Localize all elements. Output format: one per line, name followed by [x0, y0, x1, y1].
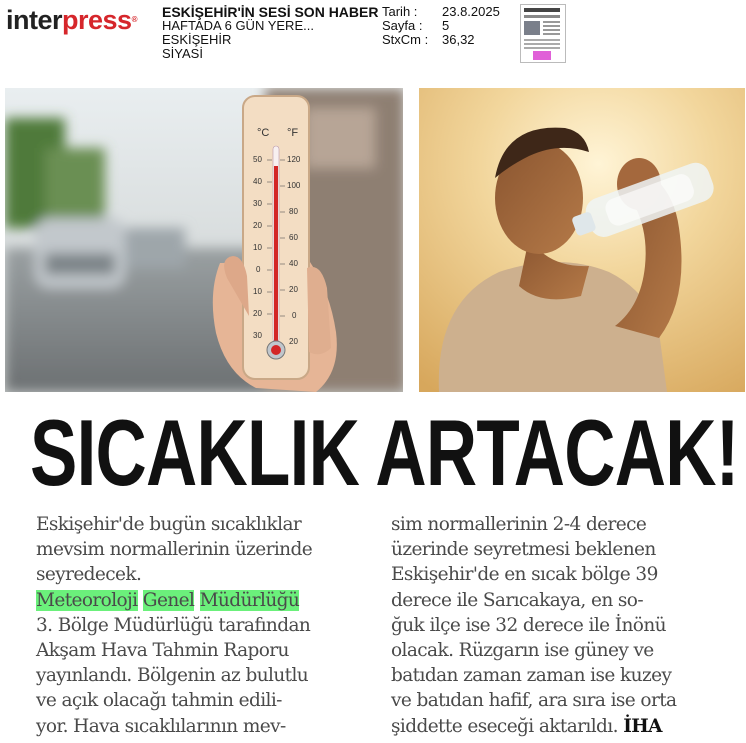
source-tag: İHA [623, 715, 662, 737]
page-thumbnail[interactable] [520, 4, 566, 63]
body-line: yayınlandı. Bölgenin az bulutlu [36, 665, 309, 687]
tick-f: 0 [292, 311, 297, 320]
body-line-last: şiddette eseceği aktarıldı. İHA [391, 715, 662, 737]
tick-f: 80 [289, 207, 298, 216]
body-line: ve açık olacağı tahmin edili- [36, 690, 282, 712]
publication-city: ESKİŞEHİR [162, 32, 232, 47]
tick-f: 60 [289, 233, 298, 242]
stxcm-value: 36,32 [442, 32, 475, 47]
publication-name: ESKİŞEHİR'İN SESİ SON HABER [162, 4, 379, 20]
interpress-logo: interpress® [6, 5, 137, 35]
tick-c: 0 [256, 265, 261, 274]
date-value: 23.8.2025 [442, 4, 500, 19]
page-value: 5 [442, 18, 450, 33]
tick-c: 20 [253, 221, 262, 230]
body-line: seyredecek. [36, 564, 142, 586]
body-line: Akşam Hava Tahmin Raporu [36, 640, 289, 662]
body-line: derece ile Sarıcakaya, en so- [391, 589, 643, 611]
tick-c: 40 [253, 177, 262, 186]
scale-f-label: °F [287, 127, 299, 139]
highlighted-word: Meteoroloji [36, 589, 138, 611]
thermometer-photo [5, 88, 403, 392]
body-line: üzerinde seyretmesi beklenen [391, 539, 656, 561]
highlighted-word: Müdürlüğü [199, 589, 300, 611]
tick-c: 20 [253, 309, 262, 318]
article-headline: SICAKLIK ARTACAK! [30, 400, 739, 505]
tick-f: 20 [289, 337, 298, 346]
tick-f: 20 [289, 285, 298, 294]
publication-info [162, 5, 382, 61]
publication-category: SİYASİ [162, 46, 203, 61]
tick-f: 100 [287, 181, 301, 190]
body-line: mevsim normallerinin üzerinde [36, 539, 313, 561]
highlighted-line [36, 588, 312, 613]
tick-c: 50 [253, 155, 262, 164]
body-line: Eskişehir'de en sıcak bölge 39 [391, 564, 658, 586]
body-line: ve batıdan hafif, ara sıra ise orta [391, 690, 677, 712]
article-column-2 [391, 512, 676, 739]
body-line: batıdan zaman zaman ise kuzey [391, 665, 672, 687]
tick-f: 120 [287, 155, 301, 164]
tick-c: 30 [253, 331, 262, 340]
tick-f: 40 [289, 259, 298, 268]
meta-keys [382, 5, 428, 47]
body-line: olacak. Rüzgarın ise güney ve [391, 640, 654, 662]
body-line: ğuk ilçe ise 32 derece ile İnönü [391, 614, 666, 636]
tick-c: 10 [253, 287, 262, 296]
page-key: Sayfa : [382, 18, 423, 33]
tick-c: 30 [253, 199, 262, 208]
highlighted-word: Genel [142, 589, 195, 611]
article-column-1 [36, 512, 312, 739]
body-line: 3. Bölge Müdürlüğü tarafından [36, 614, 311, 636]
meta-values [442, 5, 500, 47]
tick-c: 10 [253, 243, 262, 252]
publication-subtitle: HAFTADA 6 GÜN YERE... [162, 18, 314, 33]
man-drinking-water-photo [419, 88, 745, 392]
date-key: Tarih : [382, 4, 418, 19]
body-line: sim normallerinin 2-4 derece [391, 514, 647, 535]
body-line: Eskişehir'de bugün sıcaklıklar [36, 514, 302, 535]
stxcm-key: StxCm : [382, 32, 429, 47]
body-line: yor. Hava sıcaklılarının mev- [36, 715, 286, 737]
scale-c-label: °C [257, 127, 270, 139]
